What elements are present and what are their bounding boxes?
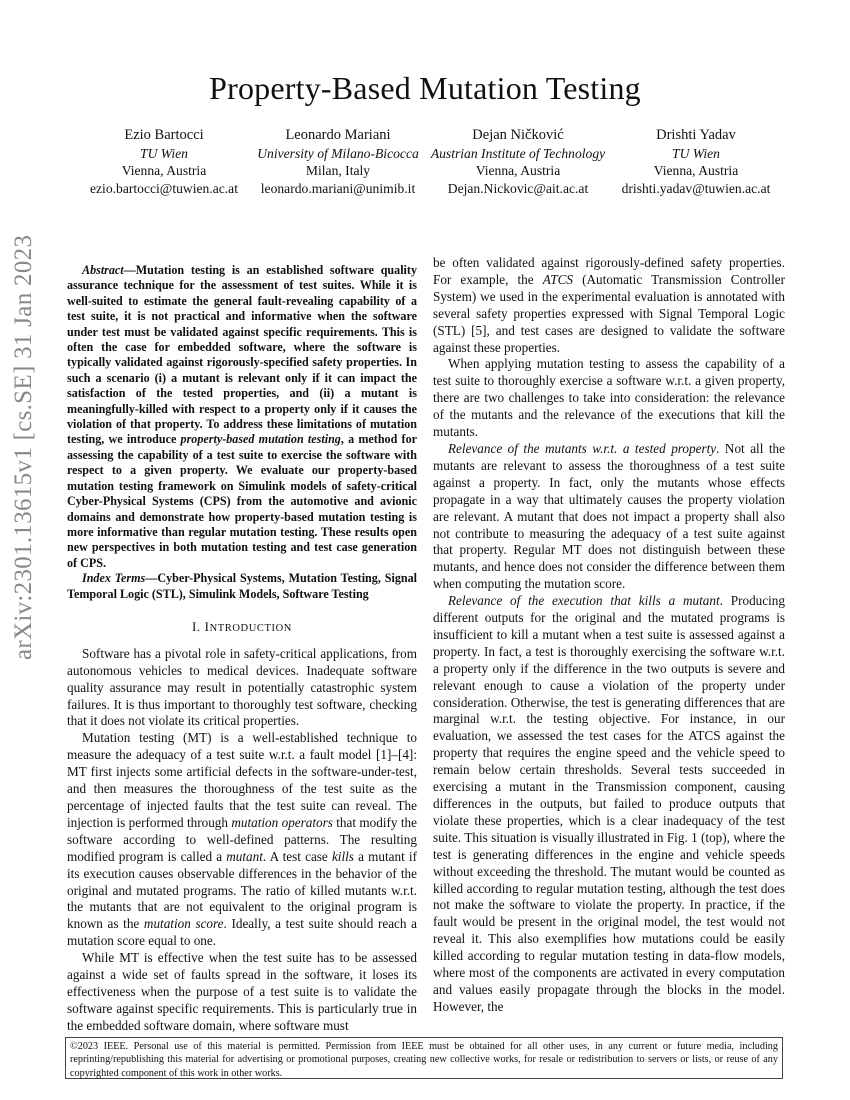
author-name: Dejan Ničković	[472, 127, 564, 143]
italic-term: ATCS	[542, 271, 574, 287]
paragraph: When applying mutation testing to assess the capability of a test suite to thoroughly exercise a software w.r.t. a given property, there are two challenges to take into consideration: the relevance of the mutants and the relevance of the executions that kill the mutants.	[433, 356, 785, 440]
section-numeral: I.	[191, 618, 205, 634]
abstract-lead: Abstract	[82, 263, 124, 277]
text-run: be often validated against rigorously-defined safety properties. For example, the	[433, 255, 785, 287]
text-run: that modify the software according to well-defined patterns. The resulting modified program is called a	[67, 814, 417, 864]
text-run: (Automatic Transmission Controller System) we used in the experimental evaluation is annotated with several safety properties expressed with Signal Temporal Logic (STL) [5], and test cases are designed to validate the software against these properties.	[433, 271, 785, 355]
section-title-rest: NTRODUCTION	[209, 622, 292, 634]
text-run: Mutation testing (MT) is a well-established technique to measure the adequacy of a test suite w.r.t. a fault model [1]–[4]: MT first injects some artificial defects in the software-under-test, and then measures the thoroughness of the test suite as the percentage of injected faults that the test suite can reveal. The injection is performed through	[67, 730, 417, 830]
italic-heading: Relevance of the execution that kills a mutant	[448, 593, 720, 609]
text-run: . Producing different outputs for the original and the mutated programs is insufficient to kill a mutant when a test suite is assessed against a property. In fact, a test is thoroughly exercising the software w.r.t. a property only if the difference in the two outputs is severe and relevant enough to cause a violation of the property under consideration. Otherwise, the test is generating differences that are marginal w.r.t. the testing objective. For instance, in our evaluation, we assessed the test cases for the ATCS against the property that requires the engine speed and the vehicle speed to remain below certain thresholds. Several tests succeeded in exercising a mutant in the Transmission component, causing differences in the outputs, but failed to produce outputs that violate these properties, which is a clear inadequacy of the test suite. This situation is visually illustrated in Fig. 1 (top), where the test is generating differences in the engine and vehicle speeds without exceeding the threshold. The mutant would be counted as killed according to regular mutation testing, although the test does not make the software to violate the property. In practice, if the fault would be present in the original model, the test would not reveal it. This also exemplifies how mutations could be easily killed according to regular mutation testing in data-flow models, where most of the components are activated in every computation and values easily propagate through the blocks in the model. However, the	[433, 593, 785, 1014]
author-affiliation: TU Wien	[140, 145, 188, 161]
author-name: Leonardo Mariani	[285, 127, 391, 143]
author-affiliation: University of Milano-Bicocca	[257, 145, 419, 161]
section-initial: I	[204, 618, 210, 634]
paper-title: Property-Based Mutation Testing	[209, 70, 641, 106]
text-run: . A test case	[262, 848, 332, 864]
author-name: Drishti Yadav	[656, 127, 736, 143]
arxiv-stamp[interactable]: arXiv:2301.13615v1 [cs.SE] 31 Jan 2023	[10, 234, 37, 660]
author-block-1	[64, 127, 264, 197]
text-run: . Ideally, a test suite should reach a mutation score equal to one.	[67, 916, 417, 949]
abstract	[67, 263, 417, 571]
italic-heading: Relevance of the mutants w.r.t. a tested property	[448, 440, 717, 456]
author-location: Vienna, Austria	[121, 163, 207, 179]
text-run: a mutant if its execution causes observable differences in the behavior of the original and mutated programs. The ratio of killed mutants w.r.t. the mutants that are not equivalent to the original program is known as the	[67, 848, 417, 932]
index-terms	[67, 571, 417, 602]
index-terms-lead: Index Terms	[82, 571, 146, 586]
abstract-text: —Mutation testing is an established software quality assurance technique for the assessment of test suites. While it is well-suited to estimate the general fault-revealing capability of a test suite, it is not practical and informative when the software under test must be validated against specific requirements. This is often the case for embedded software, where the software is typically validated against rigorously-specified safety properties. In such a scenario (i) a mutant is relevant only if it can impact the satisfaction of the tested properties, and (ii) a mutant is meaningfully-killed with respect to a property only if it causes the violation of that property. To address these limitations of mutation testing, we introduce	[67, 263, 417, 447]
author-block-2	[238, 127, 438, 197]
section-heading-introduction	[67, 619, 417, 638]
paragraph: Software has a pivotal role in safety-critical applications, from autonomous vehicles to medical devices. Inadequate software quality assurance may result in potentially catastrophic system failures. It is thus important to thoroughly test software, checking that it does not violate its critical properties.	[67, 645, 417, 729]
author-email[interactable]: drishti.yadav@tuwien.ac.at	[621, 180, 771, 196]
paragraph	[433, 441, 785, 593]
paragraph	[67, 730, 417, 950]
author-email[interactable]: leonardo.mariani@unimib.it	[260, 180, 416, 196]
italic-term: mutant	[226, 848, 263, 864]
author-block-4	[596, 127, 796, 197]
italic-term: mutation operators	[231, 814, 333, 830]
abstract-emphasis: property-based mutation testing	[180, 432, 341, 447]
paragraph	[433, 255, 785, 356]
copyright-notice: ©2023 IEEE. Personal use of this material is permitted. Permission from IEEE must be obtained for all other uses, in any current or future media, including reprinting/republishing this material for advertising or promotional purposes, creating new collective works, for resale or redistribution to servers or lists, or reuse of any copyrighted component of this work in other works.	[65, 1037, 783, 1079]
left-column	[67, 263, 417, 1035]
author-email[interactable]: Dejan.Nickovic@ait.ac.at	[447, 180, 589, 196]
author-affiliation: TU Wien	[672, 145, 720, 161]
abstract-text-2: , a method for assessing the capability of a test suite to exercise the software with respect to a given property. We evaluate our property-based mutation testing framework on Simulink models of safety-critical Cyber-Physical Systems (CPS) from the automotive and avionic domains and demonstrate how property-based mutation testing is more informative than regular mutation testing. These results open new perspectives in both mutation testing and test case generation of CPS.	[67, 432, 417, 570]
italic-term: kills	[331, 848, 354, 864]
index-terms-text: —Cyber-Physical Systems, Mutation Testing, Signal Temporal Logic (STL), Simulink Models, Software Testing	[67, 571, 417, 601]
author-affiliation: Austrian Institute of Technology	[430, 145, 606, 161]
paragraph: While MT is effective when the test suite has to be assessed against a wide set of faults spread in the software, it loses its effectiveness when the purpose of a test suite is to validate the software against specific requirements. This is particularly true in the embedded software domain, where software must	[67, 950, 417, 1033]
right-column	[433, 255, 785, 1016]
author-block-3	[418, 127, 618, 197]
author-location: Vienna, Austria	[653, 163, 739, 179]
author-name: Ezio Bartocci	[124, 127, 204, 143]
author-location: Milan, Italy	[305, 163, 371, 179]
italic-term: mutation score	[143, 916, 224, 932]
author-location: Vienna, Austria	[475, 163, 561, 179]
author-email[interactable]: ezio.bartocci@tuwien.ac.at	[89, 180, 238, 196]
text-run: . Not all the mutants are relevant to assess the thoroughness of a test suite against a property. In fact, only the mutants whose effects propagate in a way that ultimately causes the property violation are relevant. A mutant that does not impact a property shall also not contribute to measuring the adequacy of a test suite against that property. Regular MT does not distinguish between these mutants, and hence does not consider the difference between them when computing the mutation score.	[433, 440, 785, 592]
paragraph	[433, 593, 785, 1016]
